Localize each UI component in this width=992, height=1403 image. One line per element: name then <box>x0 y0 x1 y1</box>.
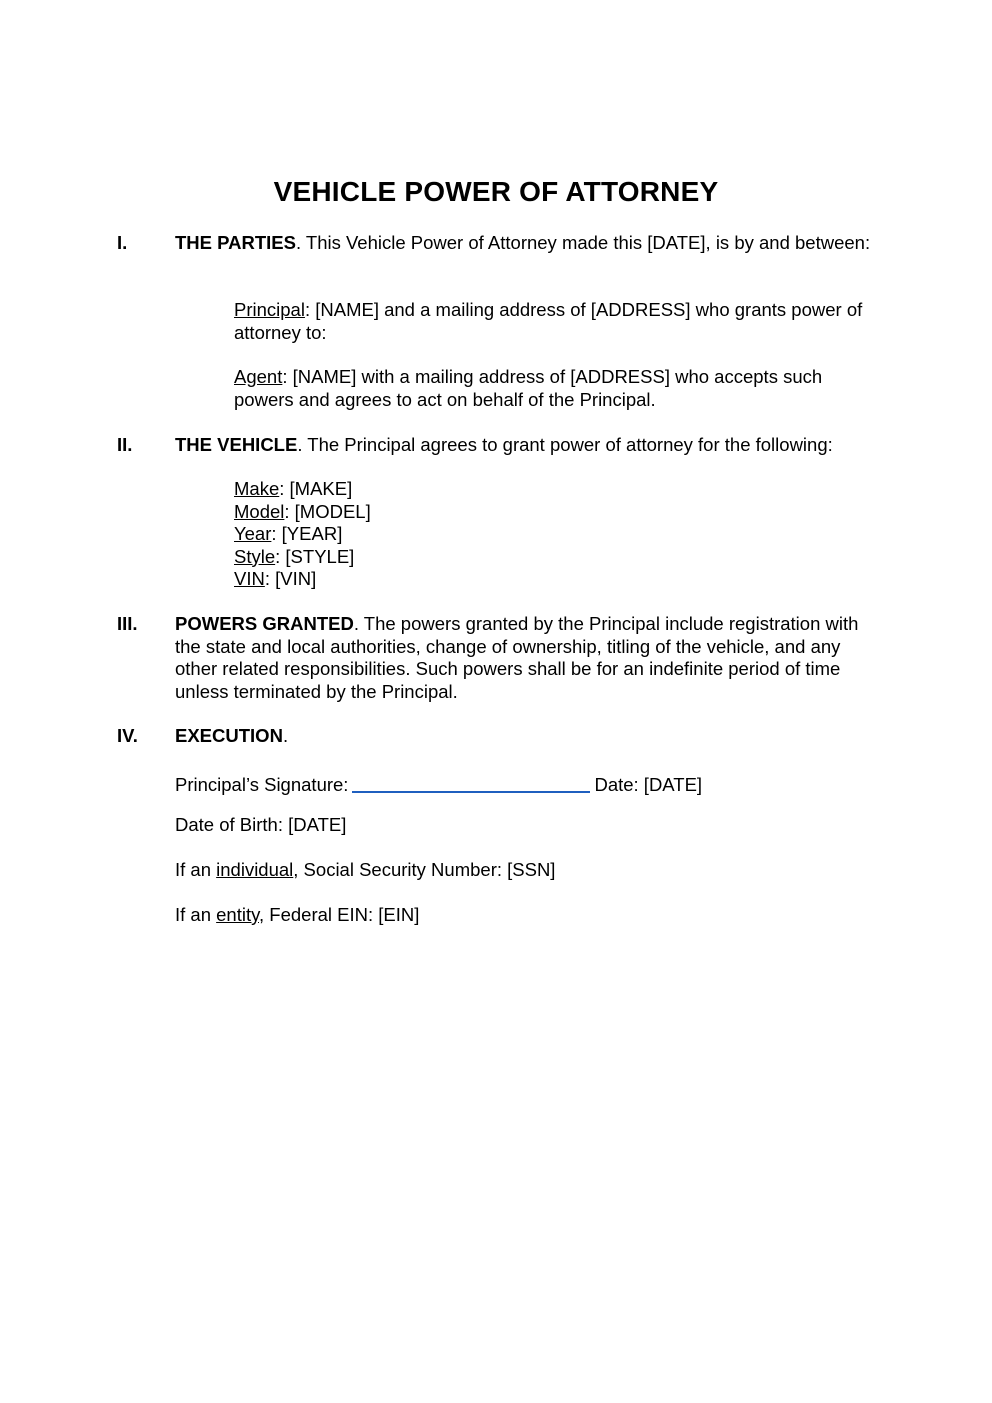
field-label: VIN <box>234 568 265 589</box>
section-body <box>175 434 877 457</box>
field-value: : [YEAR] <box>271 523 343 544</box>
vehicle-field-style <box>234 546 884 569</box>
principal-text: : [NAME] and a mailing address of [ADDRESS] who grants power of attorney to: <box>234 299 863 343</box>
field-value: : [MODEL] <box>284 500 371 522</box>
ssn-term: individual <box>216 859 294 880</box>
field-value: : [STYLE] <box>275 545 355 567</box>
section-number: IV. <box>117 725 138 746</box>
field-value: : [MAKE] <box>279 478 353 499</box>
signature-row <box>175 769 875 797</box>
section-text: . The Principal agrees to grant power of attorney for the following: <box>297 434 833 455</box>
section-number: II. <box>117 434 133 455</box>
ein-suffix: , Federal EIN: [EIN] <box>259 904 420 925</box>
section-heading: THE VEHICLE <box>175 434 298 455</box>
signature-label: Principal’s Signature: <box>175 774 349 795</box>
section-number: III. <box>117 613 138 634</box>
field-label: Make <box>234 478 280 499</box>
vehicle-field-year <box>234 523 884 546</box>
agent-text: : [NAME] with a mailing address of [ADDRESS] who accepts such powers and agrees to act on behalf of the Principal. <box>234 366 823 410</box>
ein-row <box>175 904 875 927</box>
signature-field[interactable] <box>352 771 590 793</box>
section-text: . <box>282 725 289 746</box>
agent-label: Agent <box>234 366 283 387</box>
agent-paragraph <box>234 366 884 411</box>
date-of-birth-row: Date of Birth: [DATE] <box>175 814 347 835</box>
section-body <box>175 613 877 703</box>
vehicle-fields <box>234 478 884 591</box>
section-heading: EXECUTION <box>175 725 283 746</box>
section-text: . The powers granted by the Principal include registration with the state and local authorities, change of ownership, titling of the vehicle, and any other related responsibilities. Such powers shall be for an indefinite period of time unless terminated by the Principal. <box>175 613 859 702</box>
ein-term: entity <box>216 904 259 925</box>
vehicle-field-vin <box>234 568 884 591</box>
vehicle-field-make <box>234 478 884 501</box>
ssn-row <box>175 859 875 882</box>
ssn-suffix: , Social Security Number: [SSN] <box>293 859 556 880</box>
ssn-prefix: If an <box>175 859 217 880</box>
section-heading: THE PARTIES <box>175 232 296 253</box>
signature-date: Date: [DATE] <box>594 774 703 795</box>
field-label: Year <box>234 523 272 544</box>
principal-label: Principal <box>234 299 305 320</box>
ein-prefix: If an <box>175 904 217 925</box>
section-body <box>175 725 877 748</box>
section-number: I. <box>117 232 128 253</box>
principal-paragraph <box>234 299 884 344</box>
section-heading: POWERS GRANTED <box>175 613 354 634</box>
vehicle-field-model <box>234 501 884 524</box>
document-title: VEHICLE POWER OF ATTORNEY <box>273 176 719 207</box>
field-label: Model <box>234 500 285 522</box>
field-label: Style <box>234 545 276 567</box>
section-body <box>175 232 877 255</box>
field-value: : [VIN] <box>264 568 317 589</box>
section-text: . This Vehicle Power of Attorney made this [DATE], is by and between: <box>295 232 871 253</box>
